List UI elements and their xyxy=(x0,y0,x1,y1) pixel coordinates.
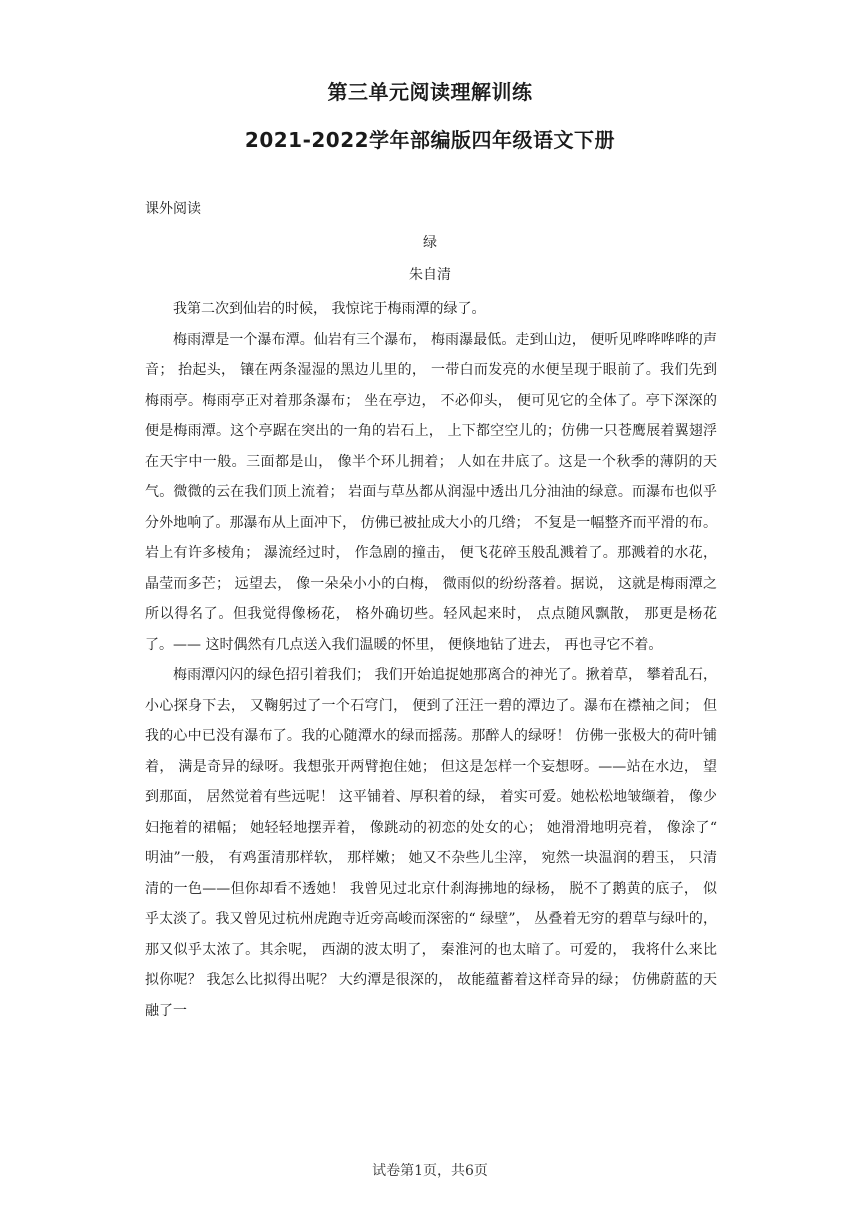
essay-author: 朱自清 xyxy=(409,267,451,283)
section-label: 课外阅读 xyxy=(145,201,201,217)
paragraph-3: 梅雨潭闪闪的绿色招引着我们； 我们开始追捉她那离合的神光了。揪着草， 攀着乱石， 小心探身下去， 又鞠躬过了一个石穹门， 便到了汪汪一碧的潭边了。瀑布在襟袖之间； 但我的心中已没有瀑布了。我的心随潭水的绿而摇荡。那醉人的绿呀！ 仿佛一张极大的荷叶铺着， 满是奇异的绿呀。我想张开两臂抱住她； 但这是怎样一个妄想呀。——站在水边， 望到那面， 居然觉着有些远呢！ 这平铺着、厚积着的绿， 着实可爱。她松松地皱缬着， 像少妇拖着的裙幅； 她轻轻地摆弄着， 像跳动的初恋的处女的心； 她滑滑地明亮着， 像涂了“ 明油”一般， 有鸡蛋清那样软， 那样嫩； 她又不杂些儿尘滓， 宛然一块温润的碧玉， 只清清的一色——但你却看不透她！ 我曾见过北京什刹海拂地的绿杨， 脱不了鹅黄的底子， 似乎太淡了。我又曾见过杭州虎跑寺近旁高峻而深密的“ 绿壁”， 丛叠着无穷的碧草与绿叶的， 那又似乎太浓了。其余呢， 西湖的波太明了， 秦淮河的也太暗了。可爱的， 我将什么来比拟你呢？ 我怎么比拟得出呢？ 大约潭是很深的， 故能蕴蓄着这样奇异的绿； 仿佛蔚蓝的天融了一 xyxy=(145,667,717,1019)
document-title: 第三单元阅读理解训练 xyxy=(327,80,533,104)
page-footer: 试卷第1页，共6页 xyxy=(372,1163,488,1179)
paragraph-2: 梅雨潭是一个瀑布潭。仙岩有三个瀑布， 梅雨瀑最低。走到山边， 便听见哗哗哗哗的声音； 抬起头， 镶在两条湿湿的黑边儿里的， 一带白而发亮的水便呈现于眼前了。我们先到梅雨亭。梅雨亭正对着那条瀑布； 坐在亭边， 不必仰头， 便可见它的全体了。亭下深深的便是梅雨潭。这个亭踞在突出的一角的岩石上， 上下都空空儿的；仿佛一只苍鹰展着翼翅浮在天宇中一般。三面都是山， 像半个环儿拥着； 人如在井底了。这是一个秋季的薄阴的天气。微微的云在我们顶上流着； 岩面与草丛都从润湿中透出几分油油的绿意。而瀑布也似乎分外地响了。那瀑布从上面冲下， 仿佛已被扯成大小的几绺； 不复是一幅整齐而平滑的布。岩上有许多棱角； 瀑流经过时， 作急剧的撞击， 便飞花碎玉般乱溅着了。那溅着的水花， 晶莹而多芒； 远望去， 像一朵朵小小的白梅， 微雨似的纷纷落着。据说， 这就是梅雨潭之所以得名了。但我觉得像杨花， 格外确切些。轻风起来时， 点点随风飘散， 那更是杨花了。—— 这时偶然有几点送入我们温暖的怀里， 便倏地钻了进去， 再也寻它不着。 xyxy=(145,331,717,653)
essay-body xyxy=(145,294,717,1026)
paragraph-1: 我第二次到仙岩的时候， 我惊诧于梅雨潭的绿了。 xyxy=(173,301,486,317)
document-subtitle: 2021-2022学年部编版四年级语文下册 xyxy=(244,128,616,152)
essay-title: 绿 xyxy=(423,235,437,251)
